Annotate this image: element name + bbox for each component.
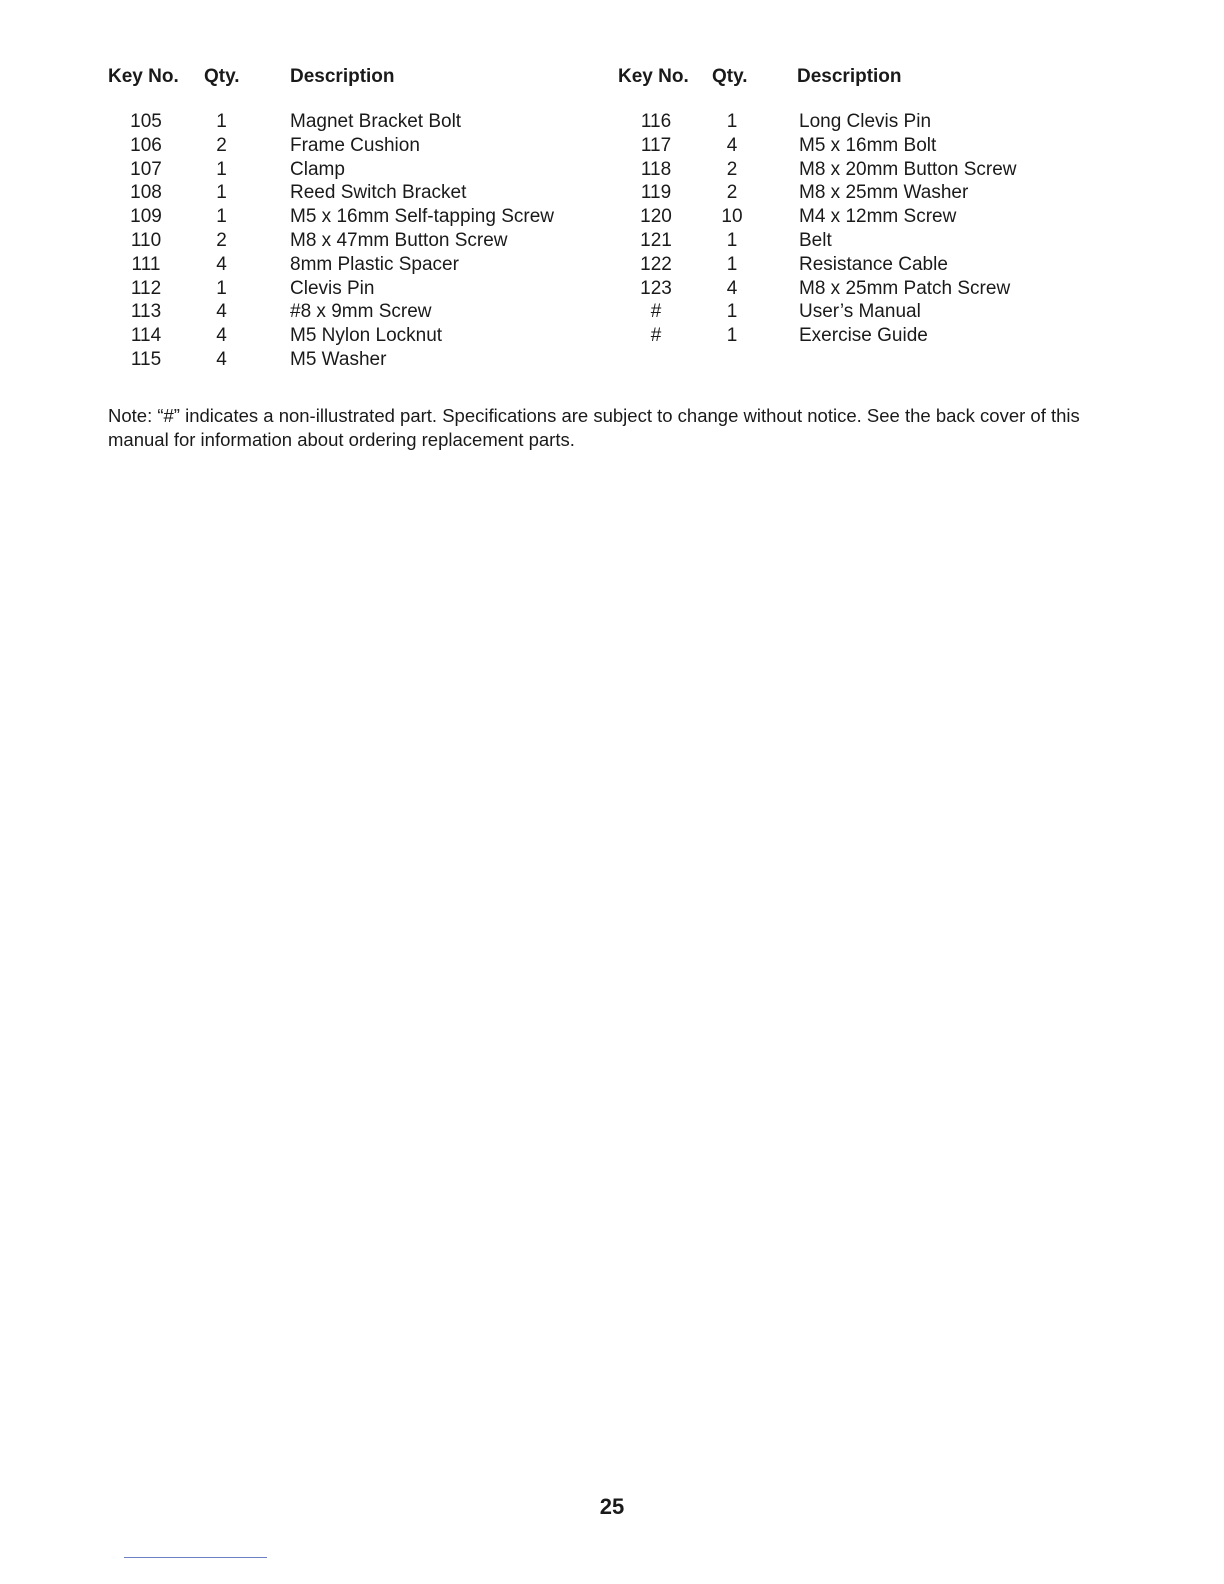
part-key-no: 122 (640, 253, 672, 275)
part-description: M8 x 47mm Button Screw (290, 229, 508, 251)
part-qty: 1 (726, 229, 738, 251)
part-qty: 2 (216, 229, 227, 251)
part-key-no: 113 (130, 301, 162, 323)
part-key-no: 108 (130, 182, 162, 204)
part-qty: 1 (726, 253, 738, 275)
part-description: Exercise Guide (799, 325, 928, 347)
part-qty: 1 (216, 158, 227, 180)
part-key-no: 107 (130, 158, 162, 180)
part-qty: 1 (726, 111, 738, 132)
key-no-header: Key No. (108, 66, 179, 87)
part-qty: 1 (216, 277, 227, 299)
part-description: M5 x 16mm Bolt (799, 134, 937, 156)
part-key-no: 106 (130, 134, 162, 156)
part-description: M5 Nylon Locknut (290, 325, 443, 347)
key-no-header: Key No. (618, 66, 689, 87)
footer-rule (124, 1557, 267, 1558)
part-description: Long Clevis Pin (799, 111, 932, 132)
part-qty: 4 (726, 277, 738, 299)
part-qty: 4 (726, 134, 738, 156)
description-header: Description (290, 66, 395, 87)
part-description: 8mm Plastic Spacer (290, 253, 459, 275)
part-description: #8 x 9mm Screw (290, 301, 432, 323)
part-qty: 2 (726, 182, 738, 204)
part-key-no: 120 (640, 206, 672, 228)
part-qty: 2 (726, 158, 738, 180)
part-qty: 1 (726, 301, 738, 323)
part-description: M8 x 25mm Patch Screw (799, 277, 1011, 299)
part-description: M8 x 25mm Washer (799, 182, 969, 204)
qty-header: Qty. (204, 66, 240, 87)
part-key-no: 111 (131, 253, 161, 275)
part-key-no: 119 (640, 182, 672, 204)
part-description: M4 x 12mm Screw (799, 206, 957, 228)
part-key-no: 117 (640, 134, 672, 156)
footnote: Note: “#” indicates a non-illustrated part. Specifications are subject to change without notice. See the back cover of this manual for information about ordering replacement parts. (108, 405, 1080, 450)
description-header: Description (797, 66, 902, 87)
part-qty: 2 (216, 134, 227, 156)
part-description: Reed Switch Bracket (290, 182, 467, 204)
part-key-no: 114 (130, 325, 162, 347)
part-qty: 10 (721, 206, 743, 228)
part-qty: 4 (216, 253, 227, 275)
part-key-no: 109 (130, 206, 162, 228)
part-key-no: 118 (640, 158, 672, 180)
part-description: Clevis Pin (290, 277, 375, 299)
part-key-no: 115 (130, 348, 162, 370)
part-qty: 1 (216, 182, 227, 204)
part-key-no: 116 (640, 111, 672, 132)
part-description: M5 Washer (290, 348, 387, 370)
part-qty: 4 (216, 348, 227, 370)
part-qty: 4 (216, 325, 227, 347)
part-qty: 4 (216, 301, 227, 323)
part-description: M5 x 16mm Self-tapping Screw (290, 206, 554, 228)
part-description: Frame Cushion (290, 134, 420, 156)
part-description: Magnet Bracket Bolt (290, 111, 462, 132)
part-description: Resistance Cable (799, 253, 948, 275)
page-number: 25 (599, 1494, 625, 1519)
part-description: Belt (799, 229, 832, 251)
part-description: User’s Manual (799, 301, 921, 323)
qty-header: Qty. (712, 66, 748, 87)
part-key-no: 123 (640, 277, 672, 299)
part-qty: 1 (216, 111, 227, 132)
part-qty: 1 (216, 206, 227, 228)
part-description: Clamp (290, 158, 345, 180)
part-qty: 1 (726, 325, 738, 347)
part-key-no: 105 (130, 111, 162, 132)
part-description: M8 x 20mm Button Screw (799, 158, 1017, 180)
part-key-no: # (650, 301, 662, 323)
part-key-no: # (650, 325, 662, 347)
part-key-no: 110 (130, 229, 162, 251)
part-key-no: 112 (130, 277, 162, 299)
part-key-no: 121 (640, 229, 672, 251)
